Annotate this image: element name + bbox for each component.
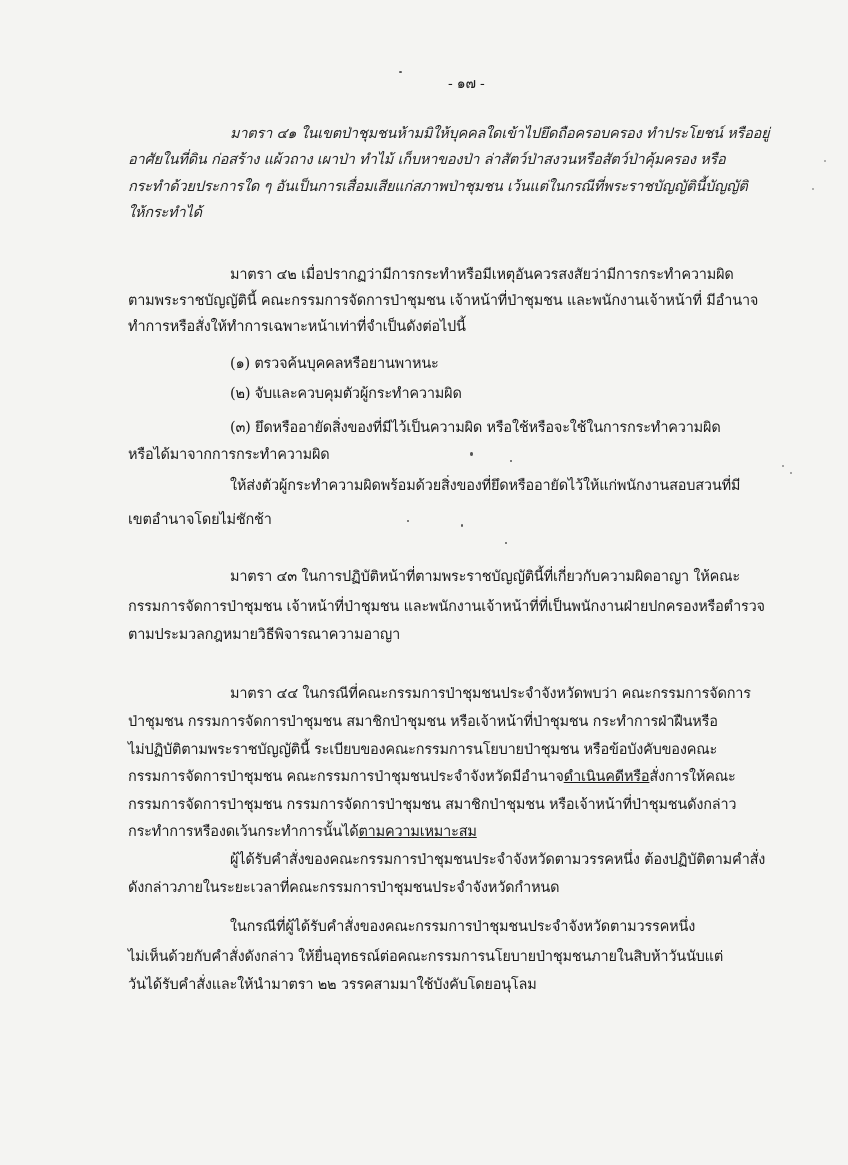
- scan-speck: [407, 520, 409, 522]
- section-43-line-3: ตามประมวลกฎหมายวิธีพิจารณาความอาญา: [128, 627, 401, 643]
- section-42-line-3: ทำการหรือสั่งให้ทำการเฉพาะหน้าเท่าที่จำเป็นดังต่อไปนี้: [128, 319, 466, 335]
- page-number: - ๑๗ -: [448, 76, 485, 92]
- section-41-line-3: กระทำด้วยประการใด ๆ อันเป็นการเสื่อมเสียแก่สภาพป่าชุมชน เว้นแต่ในกรณีที่พระราชบัญญัตินี้บัญญัติ: [128, 179, 748, 195]
- section-44-line-4-text-a: กรรมการจัดการป่าชุมชน คณะกรรมการป่าชุมชนประจำจังหวัดมีอำนาจ: [128, 769, 564, 785]
- scan-speck: [510, 460, 512, 462]
- section-44-para-3-line-2: ไม่เห็นด้วยกับคำสั่งดังกล่าว ให้ยื่นอุทธรณ์ต่อคณะกรรมการนโยบายป่าชุมชนภายในสิบห้าวันนับแต่: [128, 949, 724, 965]
- scan-speck: [824, 160, 826, 162]
- section-44-line-6-underlined: ตามความเหมาะสม: [358, 824, 477, 840]
- section-42-item-3-line-2: หรือได้มาจากการกระทำความผิด: [128, 447, 330, 463]
- scan-speck: [461, 524, 463, 527]
- section-42-item-3-line-1: (๓) ยึดหรืออายัดสิ่งของที่มีไว้เป็นความผิด หรือใช้หรือจะใช้ในการกระทำความผิด: [230, 420, 721, 436]
- section-43-line-1: มาตรา ๔๓ ในการปฏิบัติหน้าที่ตามพระราชบัญญัตินี้ที่เกี่ยวกับความผิดอาญา ให้คณะ: [230, 569, 740, 585]
- section-44-line-3: ไม่ปฏิบัติตามพระราชบัญญัตินี้ ระเบียบของคณะกรรมการนโยบายป่าชุมชน หรือข้อบังคับของคณะ: [128, 742, 718, 758]
- scan-speck: [812, 188, 814, 190]
- section-42-para-line-2: เขตอำนาจโดยไม่ชักช้า: [128, 512, 272, 528]
- scan-speck: [505, 542, 507, 544]
- section-41-line-1: มาตรา ๔๑ ในเขตป่าชุมชนห้ามมิให้บุคคลใดเข้าไปยึดถือครอบครอง ทำประโยชน์ หรืออยู่: [230, 126, 770, 142]
- section-43-line-2: กรรมการจัดการป่าชุมชน เจ้าหน้าที่ป่าชุมชน และพนักงานเจ้าหน้าที่ที่เป็นพนักงานฝ่ายปกครองหรือตำรวจ: [128, 599, 765, 615]
- section-44-line-5: กรรมการจัดการป่าชุมชน กรรมการจัดการป่าชุมชน สมาชิกป่าชุมชน หรือเจ้าหน้าที่ป่าชุมชนดังกล่าว: [128, 797, 737, 813]
- scan-speck: [470, 452, 473, 456]
- section-44-line-6: [128, 822, 477, 842]
- section-42-para-line-1: ให้ส่งตัวผู้กระทำความผิดพร้อมด้วยสิ่งของที่ยึดหรืออายัดไว้ให้แก่พนักงานสอบสวนที่มี: [230, 478, 741, 494]
- section-41-line-4: ให้กระทำได้: [128, 205, 202, 221]
- section-44-para-3-line-1: ในกรณีที่ผู้ได้รับคำสั่งของคณะกรรมการป่าชุมชนประจำจังหวัดตามวรรคหนึ่ง: [230, 919, 696, 935]
- section-44-line-6-text: กระทำการหรืองดเว้นกระทำการนั้นได้: [128, 824, 359, 840]
- scan-speck: [782, 465, 784, 467]
- scan-speck: [790, 472, 792, 474]
- scan-speck: [399, 71, 402, 73]
- section-44-line-4: [128, 767, 736, 787]
- section-42-item-2: (๒) จับและควบคุมตัวผู้กระทำความผิด: [230, 386, 462, 402]
- section-44-line-1: มาตรา ๔๔ ในกรณีที่คณะกรรมการป่าชุมชนประจำจังหวัดพบว่า คณะกรรมการจัดการ: [230, 686, 751, 702]
- section-44-para-2-line-2: ดังกล่าวภายในระยะเวลาที่คณะกรรมการป่าชุมชนประจำจังหวัดกำหนด: [128, 880, 560, 896]
- section-44-line-4-underlined: ดำเนินคดีหรือ: [563, 769, 650, 785]
- section-42-line-1: มาตรา ๔๒ เมื่อปรากฏว่ามีการกระทำหรือมีเหตุอันควรสงสัยว่ามีการกระทำความผิด: [230, 267, 734, 283]
- section-42-item-1: (๑) ตรวจค้นบุคคลหรือยานพาหนะ: [230, 356, 439, 372]
- section-44-para-3-line-3: วันได้รับคำสั่งและให้นำมาตรา ๒๒ วรรคสามมาใช้บังคับโดยอนุโลม: [128, 977, 537, 993]
- section-44-line-2: ป่าชุมชน กรรมการจัดการป่าชุมชน สมาชิกป่าชุมชน หรือเจ้าหน้าที่ป่าชุมชน กระทำการฝ่าฝืนหรือ: [128, 714, 718, 730]
- section-42-line-2: ตามพระราชบัญญัตินี้ คณะกรรมการจัดการป่าชุมชน เจ้าหน้าที่ป่าชุมชน และพนักงานเจ้าหน้าที่ มีอำนาจ: [128, 293, 759, 309]
- section-44-para-2-line-1: ผู้ได้รับคำสั่งของคณะกรรมการป่าชุมชนประจำจังหวัดตามวรรคหนึ่ง ต้องปฏิบัติตามคำสั่ง: [230, 852, 766, 868]
- section-41-line-2: อาศัยในที่ดิน ก่อสร้าง แผ้วถาง เผาป่า ทำไม้ เก็บหาของป่า ล่าสัตว์ป่าสงวนหรือสัตว์ป่าคุ้มครอง หรือ: [128, 152, 726, 168]
- section-44-line-4-text-b: สั่งการให้คณะ: [649, 769, 736, 785]
